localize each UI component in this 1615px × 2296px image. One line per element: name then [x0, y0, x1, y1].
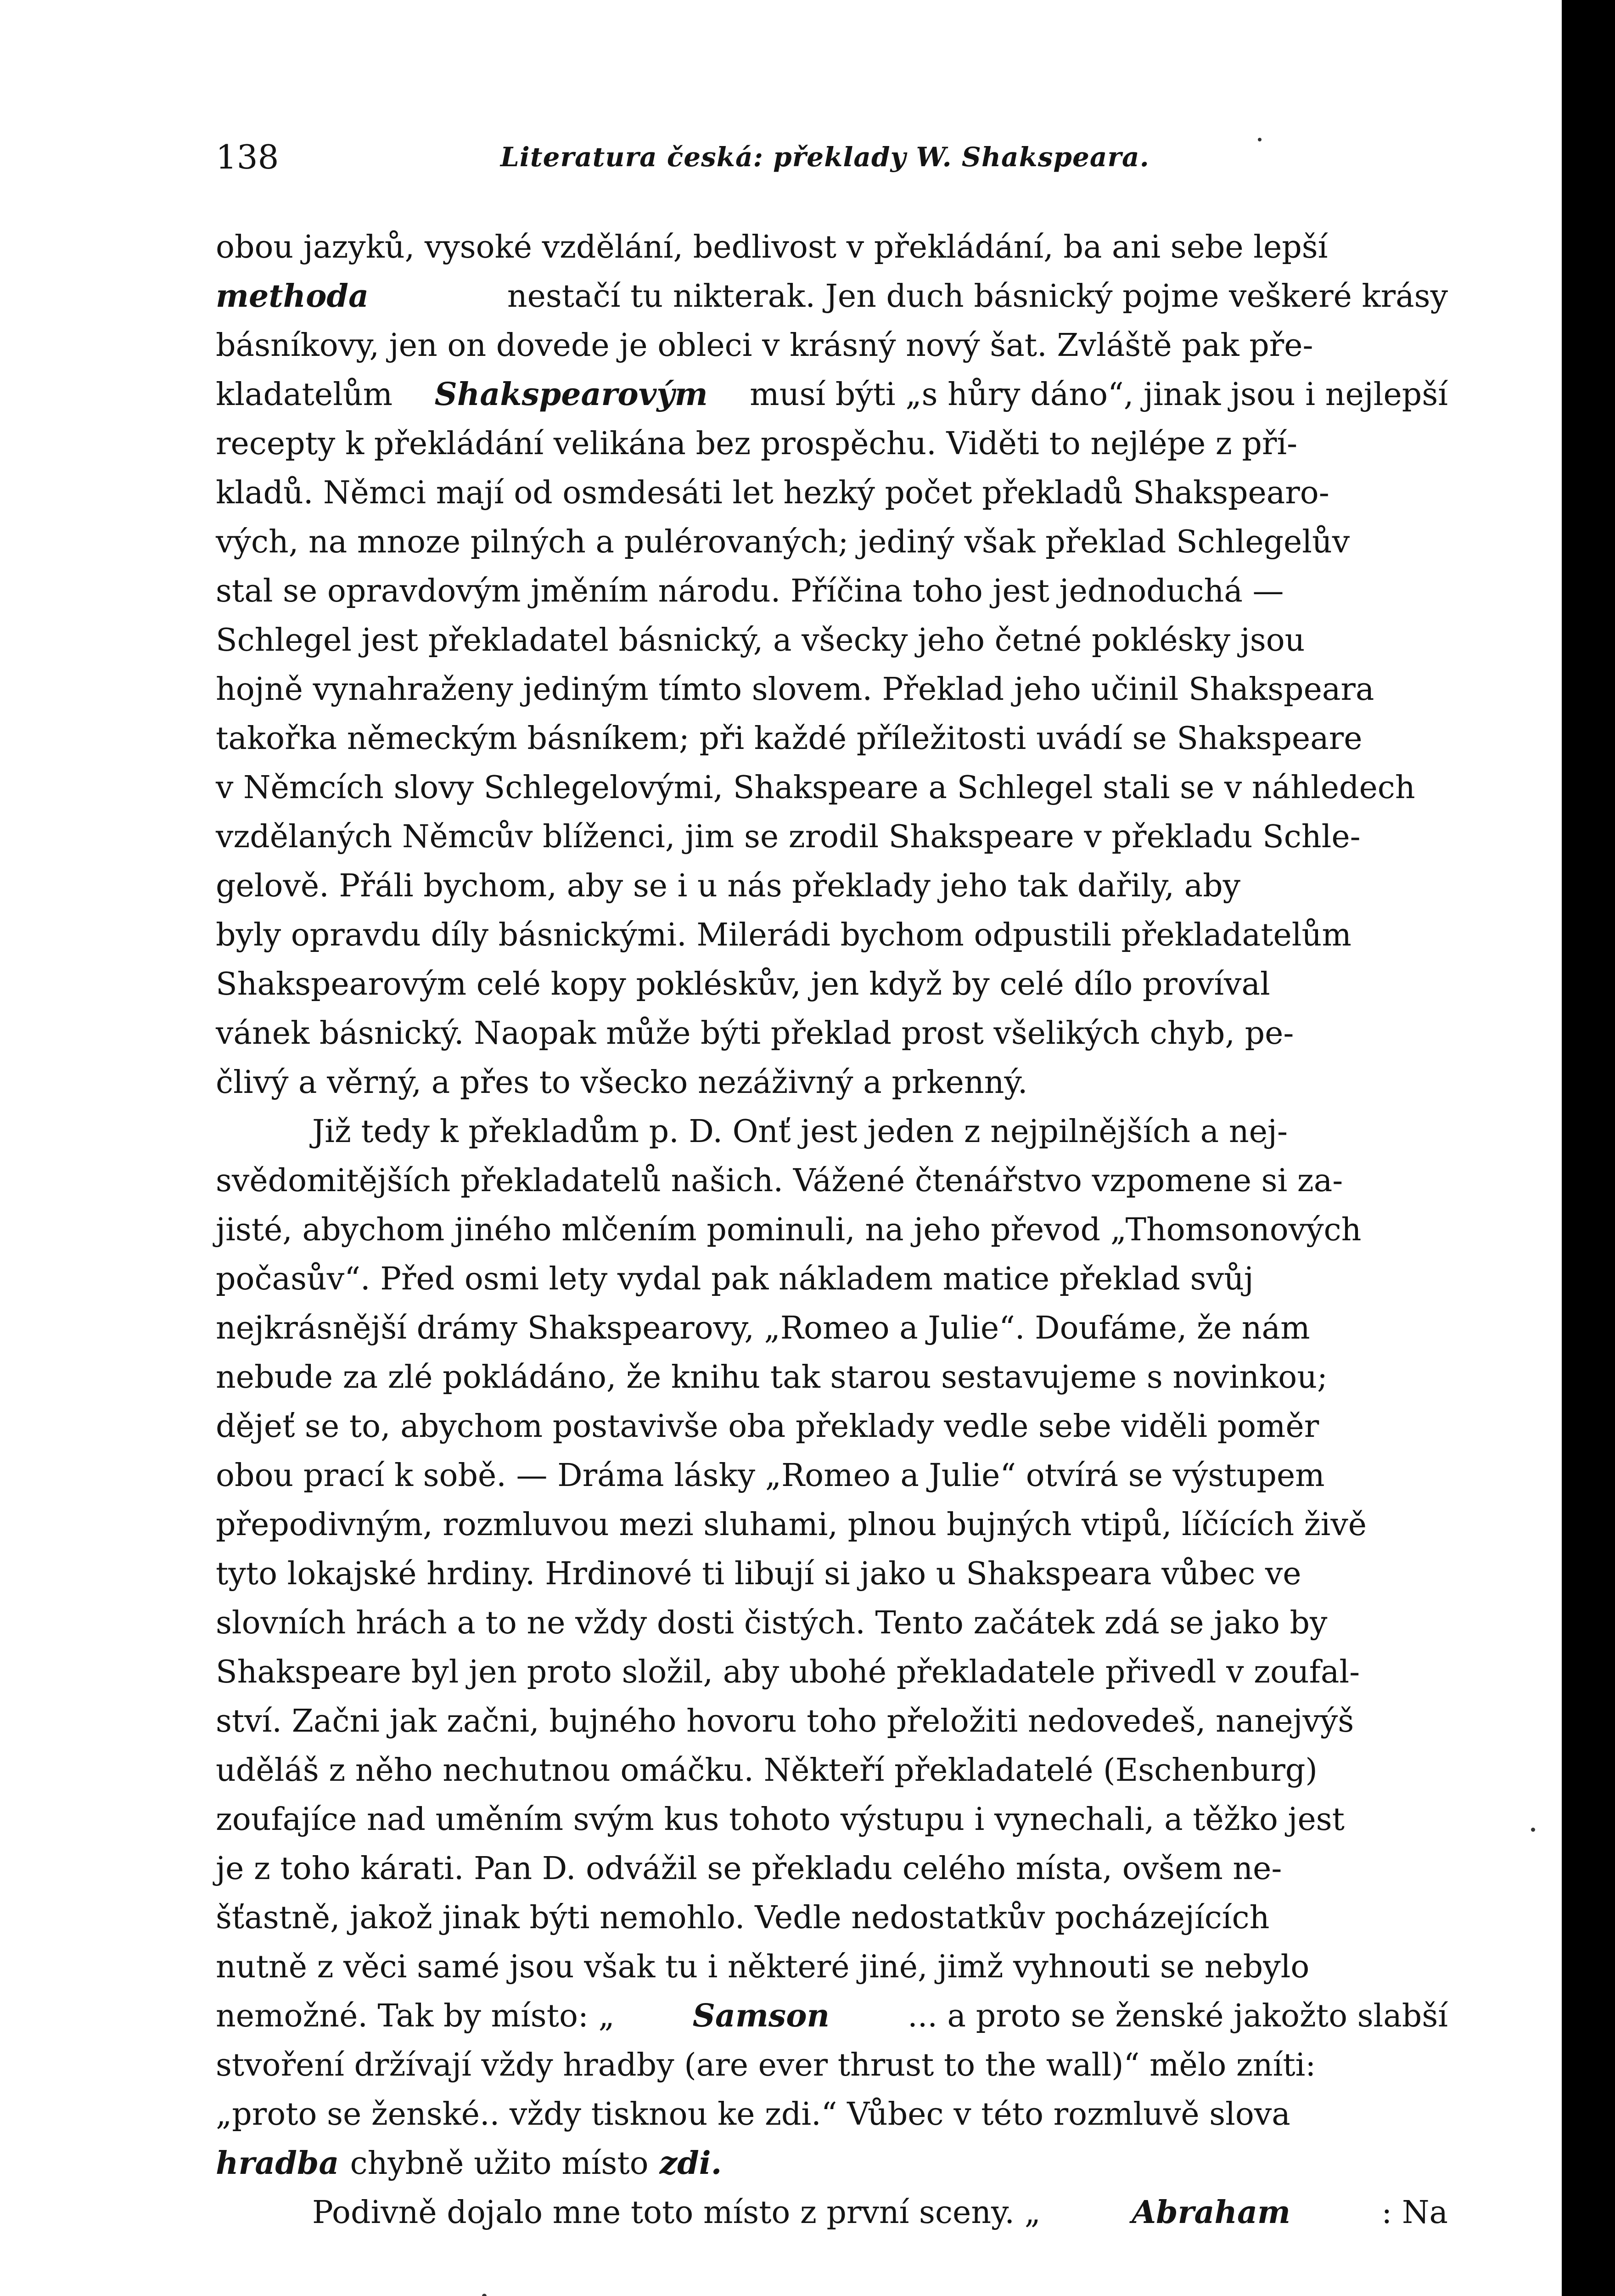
text-line: básníkovy, jen on dovede je obleci v krásný nový šat. Zvláště pak pře-	[216, 327, 1313, 364]
text-line: „proto se ženské.. vždy tisknou ke zdi.“ Vůbec v této rozmluvě slova	[216, 2096, 1290, 2133]
text-line: jisté, abychom jiného mlčením pominuli, na jeho převod „Thomsonových	[216, 1212, 1362, 1248]
text-line: počasův“. Před osmi lety vydal pak nákladem matice překlad svůj	[216, 1261, 1254, 1297]
text-line: dějeť se to, abychom postavivše oba překlady vedle sebe viděli poměr	[216, 1408, 1319, 1445]
print-speck	[1258, 138, 1262, 141]
text-line: nemožné. Tak by místo: „ Samson ... a proto se ženské jakožto slabší	[216, 1992, 1448, 2041]
scan-border	[1566, 0, 1615, 2296]
paragraph-start: Podivně dojalo mne toto místo z první sceny. „ Abraham : Na	[216, 2188, 1448, 2237]
text-line: slovních hrách a to ne vždy dosti čistých. Tento začátek zdá se jako by	[216, 1605, 1328, 1641]
text-line: v Němcích slovy Schlegelovými, Shakspeare a Schlegel stali se v náhledech	[216, 770, 1415, 806]
page-number: 138	[216, 138, 279, 176]
text-line: člivý a věrný, a přes to všecko nezáživný a prkenný.	[216, 1064, 1028, 1101]
text-line: vzdělaných Němcův blíženci, jim se zrodil Shakspeare v překladu Schle-	[216, 819, 1361, 855]
text-line: nejkrásnější drámy Shakspearovy, „Romeo a Julie“. Doufáme, že nám	[216, 1310, 1310, 1346]
emphasis: Shakspearovým	[434, 376, 708, 413]
text-line: vých, na mnoze pilných a pulérovaných; jediný však překlad Schlegelův	[216, 524, 1350, 560]
text-line: ství. Začni jak začni, bujného hovoru toho přeložiti nedovedeš, nanejvýš	[216, 1703, 1354, 1739]
page-header	[216, 139, 1448, 175]
print-speck	[482, 2294, 487, 2296]
text-line: methoda nestačí tu nikterak. Jen duch básnický pojme veškeré krásy	[216, 272, 1448, 321]
text-line: vánek básnický. Naopak může býti překlad prost všelikých chyb, pe-	[216, 1015, 1294, 1052]
text-line: stal se opravdovým jměním národu. Příčina toho jest jednoduchá —	[216, 573, 1284, 609]
text-line: Shakspearovým celé kopy pokléskův, jen když by celé dílo províval	[216, 966, 1270, 1002]
text-line: hradba chybně užito místo zdi.	[216, 2139, 1448, 2188]
text-line: gelově. Přáli bychom, aby se i u nás překlady jeho tak dařily, aby	[216, 868, 1241, 904]
body-text	[216, 223, 1448, 2237]
text-line: je z toho kárati. Pan D. odvážil se překladu celého místa, ovšem ne-	[216, 1851, 1282, 1887]
text-line: nutně z věci samé jsou však tu i některé jiné, jimž vyhnouti se nebylo	[216, 1949, 1310, 1985]
text-line: šťastně, jakož jinak býti nemohlo. Vedle nedostatkův pocházejících	[216, 1900, 1270, 1936]
text-line: zoufajíce nad uměním svým kus tohoto výstupu i vynechali, a těžko jest	[216, 1801, 1345, 1838]
text-line: svědomitějších překladatelů našich. Vážené čtenářstvo vzpomene si za-	[216, 1163, 1343, 1199]
emphasis: methoda	[216, 278, 369, 315]
text-line: přepodivným, rozmluvou mezi sluhami, plnou bujných vtipů, líčících živě	[216, 1507, 1367, 1543]
text-line: hojně vynahraženy jediným tímto slovem. Překlad jeho učinil Shakspeara	[216, 671, 1374, 708]
emphasis: Abraham	[1132, 2194, 1290, 2231]
print-speck	[1531, 1828, 1535, 1832]
paragraph-start: Již tedy k překladům p. D. Onť jest jeden z nejpilnějších a nej-	[312, 1114, 1288, 1150]
text-line: Shakspeare byl jen proto složil, aby ubohé překladatele přivedl v zoufal-	[216, 1654, 1360, 1690]
text-line: obou jazyků, vysoké vzdělání, bedlivost v překládání, ba ani sebe lepší	[216, 229, 1328, 265]
emphasis: Samson	[692, 1998, 830, 2034]
text-line: kladů. Němci mají od osmdesáti let hezký počet překladů Shakspearo-	[216, 475, 1329, 511]
text-line: tyto lokajské hrdiny. Hrdinové ti libují si jako u Shakspeara vůbec ve	[216, 1556, 1301, 1592]
text-line: nebude za zlé pokládáno, že knihu tak starou sestavujeme s novinkou;	[216, 1359, 1328, 1396]
text-line: obou prací k sobě. — Dráma lásky „Romeo a Julie“ otvírá se výstupem	[216, 1458, 1325, 1494]
text-line: Schlegel jest překladatel básnický, a všecky jeho četné poklésky jsou	[216, 622, 1305, 658]
text-line: uděláš z něho nechutnou omáčku. Někteří překladatelé (Eschenburg)	[216, 1752, 1318, 1789]
page-edge-line	[1562, 0, 1566, 2296]
text-line: recepty k překládání velikána bez prospěchu. Viděti to nejlépe z pří-	[216, 426, 1298, 462]
text-line: takořka německým básníkem; při každé příležitosti uvádí se Shakspeare	[216, 720, 1363, 757]
emphasis: hradba	[216, 2145, 339, 2182]
text-line: stvoření držívají vždy hradby (are ever thrust to the wall)“ mělo zníti:	[216, 2047, 1316, 2083]
running-title: Literatura česká: překlady W. Shakspeara.	[500, 141, 1150, 173]
text-line: byly opravdu díly básnickými. Milerádi bychom odpustili překladatelům	[216, 917, 1351, 953]
text-line: kladatelům Shakspearovým musí býti „s hůry dáno“, jinak jsou i nejlepší	[216, 370, 1448, 419]
emphasis: zdi.	[659, 2145, 722, 2182]
